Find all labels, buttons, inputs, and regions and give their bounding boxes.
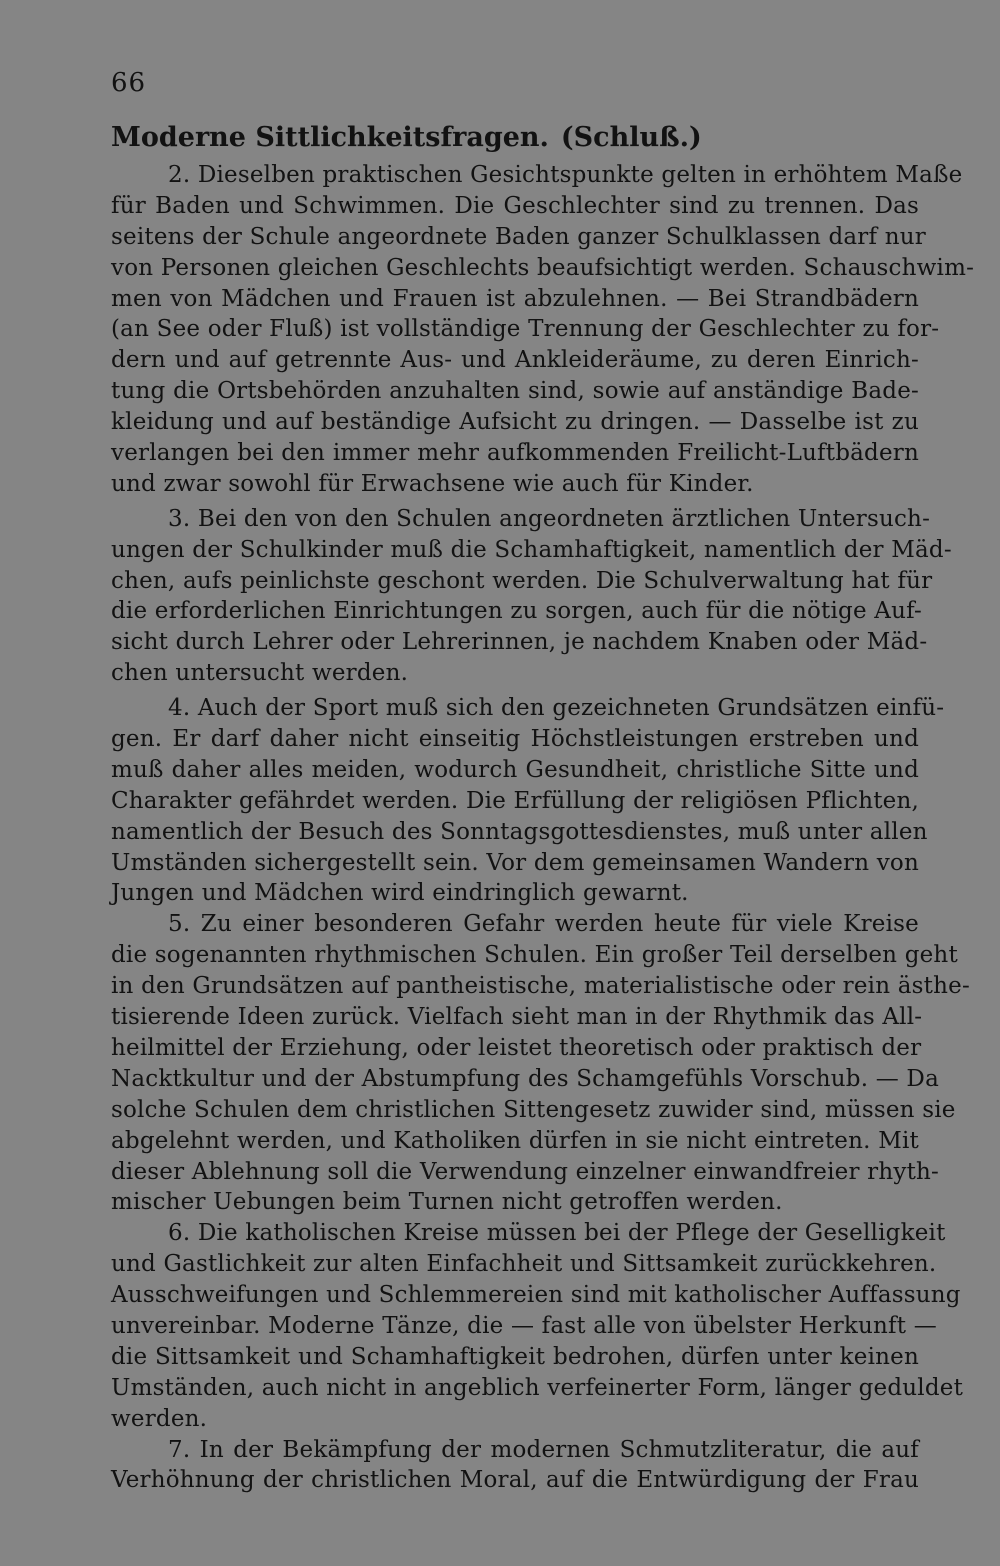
text-line: heilmittel der Erziehung, oder leistet theoretisch oder praktisch der (111, 1034, 922, 1061)
text-line: Umständen, auch nicht in angeblich verfeinerter Form, länger geduldet (111, 1374, 964, 1401)
text-line: dern und auf getrennte Aus- und Ankleideräume, zu deren Einrich- (111, 347, 919, 374)
text-line: 7. In der Bekämpfung der modernen Schmutzliteratur, die auf (168, 1436, 919, 1463)
section-heading (111, 120, 702, 156)
text-line: Umständen sichergestellt sein. Vor dem gemeinsamen Wandern von (111, 849, 919, 876)
text-line: muß daher alles meiden, wodurch Gesundheit, christliche Sitte und (111, 756, 919, 783)
text-line: die erforderlichen Einrichtungen zu sorgen, auch für die nötige Auf- (111, 598, 922, 625)
text-line: verlangen bei den immer mehr aufkommenden Freilicht-Luftbädern (111, 440, 919, 467)
text-line: 5. Zu einer besonderen Gefahr werden heute für viele Kreise (168, 911, 919, 938)
text-line: abgelehnt werden, und Katholiken dürfen in sie nicht eintreten. Mit (111, 1127, 919, 1154)
text-line: die sogenannten rhythmischen Schulen. Ein großer Teil derselben geht (111, 942, 958, 969)
text-line: solche Schulen dem christlichen Sittengesetz zuwider sind, müssen sie (111, 1096, 956, 1123)
text-line: chen, aufs peinlichste geschont werden. Die Schulverwaltung hat für (111, 567, 933, 594)
page-number: 66 (111, 68, 147, 98)
text-line: sicht durch Lehrer oder Lehrerinnen, je nachdem Knaben oder Mäd- (111, 629, 928, 656)
text-line: Ausschweifungen und Schlemmereien sind mit katholischer Auffassung (111, 1282, 961, 1309)
text-line: und Gastlichkeit zur alten Einfachheit und Sittsamkeit zurückkehren. (111, 1251, 937, 1278)
text-line: und zwar sowohl für Erwachsene wie auch für Kinder. (111, 470, 754, 497)
text-line: mischer Uebungen beim Turnen nicht getroffen werden. (111, 1189, 783, 1216)
text-line: kleidung und auf beständige Aufsicht zu dringen. — Dasselbe ist zu (111, 409, 919, 436)
text-line: 4. Auch der Sport muß sich den gezeichneten Grundsätzen einfü- (168, 695, 945, 722)
text-line: in den Grundsätzen auf pantheistische, materialistische oder rein ästhe- (111, 973, 970, 1000)
text-line: tisierende Ideen zurück. Vielfach sieht man in der Rhythmik das All- (111, 1004, 923, 1031)
text-line: 3. Bei den von den Schulen angeordneten ärztlichen Untersuch- (168, 505, 931, 532)
text-line: dieser Ablehnung soll die Verwendung einzelner einwandfreier rhyth- (111, 1158, 940, 1185)
text-line: seitens der Schule angeordnete Baden ganzer Schulklassen darf nur (111, 223, 926, 250)
text-line: werden. (111, 1405, 208, 1432)
text-line: für Baden und Schwimmen. Die Geschlechter sind zu trennen. Das (111, 192, 919, 219)
text-line: Verhöhnung der christlichen Moral, auf die Entwürdigung der Frau (111, 1467, 919, 1494)
heading-title: Moderne Sittlichkeitsfragen. (111, 122, 549, 153)
text-line: die Sittsamkeit und Schamhaftigkeit bedrohen, dürfen unter keinen (111, 1343, 919, 1370)
body-text (111, 160, 975, 1496)
text-line: chen untersucht werden. (111, 660, 409, 687)
heading-suffix: (Schluß.) (560, 122, 702, 153)
text-line: unvereinbar. Moderne Tänze, die — fast alle von übelster Herkunft — (111, 1312, 937, 1339)
text-line: tung die Ortsbehörden anzuhalten sind, sowie auf anständige Bade- (111, 378, 919, 405)
text-line: 6. Die katholischen Kreise müssen bei der Pflege der Geselligkeit (168, 1220, 946, 1247)
text-line: Nacktkultur und der Abstumpfung des Schamgefühls Vorschub. — Da (111, 1065, 939, 1092)
text-line: men von Mädchen und Frauen ist abzulehnen. — Bei Strandbädern (111, 285, 919, 312)
text-line: Jungen und Mädchen wird eindringlich gewarnt. (111, 880, 689, 907)
text-line: (an See oder Fluß) ist vollständige Trennung der Geschlechter zu for- (111, 316, 940, 343)
text-line: ungen der Schulkinder muß die Schamhaftigkeit, namentlich der Mäd- (111, 536, 952, 563)
text-line: von Personen gleichen Geschlechts beaufsichtigt werden. Schauschwim- (111, 254, 975, 281)
text-line: namentlich der Besuch des Sonntagsgottesdienstes, muß unter allen (111, 818, 928, 845)
text-line: 2. Dieselben praktischen Gesichtspunkte gelten in erhöhtem Maße (168, 162, 963, 188)
text-line: Charakter gefährdet werden. Die Erfüllung der religiösen Pflichten, (111, 787, 919, 814)
text-line: gen. Er darf daher nicht einseitig Höchstleistungen erstreben und (111, 726, 919, 753)
